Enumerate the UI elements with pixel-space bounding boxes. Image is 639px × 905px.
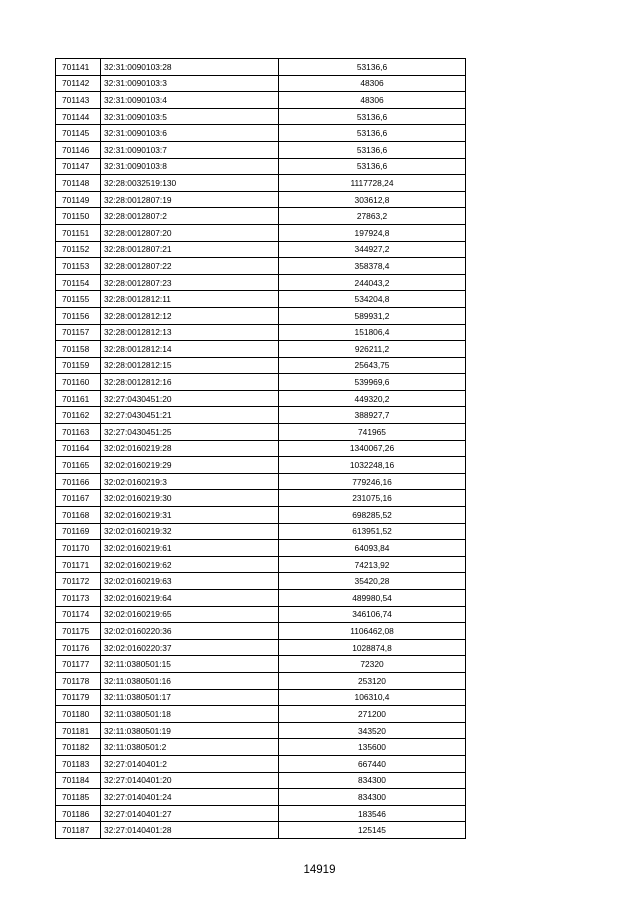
row-id-cell: 701160 [56, 374, 101, 391]
cadastral-number-cell: 32:02:0160219:30 [101, 490, 279, 507]
cadastral-number-cell: 32:27:0140401:28 [101, 822, 279, 839]
table-row [56, 722, 466, 739]
cadastral-number-cell: 32:28:0012807:22 [101, 258, 279, 275]
cadastral-number-cell: 32:28:0012812:14 [101, 341, 279, 358]
cadastral-number-cell: 32:11:0380501:17 [101, 689, 279, 706]
value-cell: 64093,84 [279, 540, 466, 557]
value-cell: 344927,2 [279, 241, 466, 258]
table-row [56, 440, 466, 457]
table-row [56, 540, 466, 557]
cadastral-number-cell: 32:27:0430451:25 [101, 424, 279, 441]
row-id-cell: 701153 [56, 258, 101, 275]
row-id-cell: 701163 [56, 424, 101, 441]
row-id-cell: 701181 [56, 722, 101, 739]
table-row [56, 75, 466, 92]
row-id-cell: 701149 [56, 191, 101, 208]
cadastral-number-cell: 32:31:0090103:8 [101, 158, 279, 175]
value-cell: 197924,8 [279, 224, 466, 241]
cadastral-number-cell: 32:02:0160219:64 [101, 590, 279, 607]
value-cell: 53136,6 [279, 59, 466, 76]
row-id-cell: 701185 [56, 789, 101, 806]
value-cell: 53136,6 [279, 158, 466, 175]
cadastral-number-cell: 32:31:0090103:3 [101, 75, 279, 92]
cadastral-number-cell: 32:28:0012807:21 [101, 241, 279, 258]
page-number: 14919 [303, 864, 336, 876]
row-id-cell: 701177 [56, 656, 101, 673]
value-cell: 489980,54 [279, 590, 466, 607]
table-row [56, 457, 466, 474]
cadastral-number-cell: 32:27:0430451:20 [101, 390, 279, 407]
value-cell: 183546 [279, 805, 466, 822]
cadastral-number-cell: 32:02:0160219:32 [101, 523, 279, 540]
table-row [56, 772, 466, 789]
row-id-cell: 701151 [56, 224, 101, 241]
table-row [56, 291, 466, 308]
cadastral-number-cell: 32:31:0090103:28 [101, 59, 279, 76]
row-id-cell: 701169 [56, 523, 101, 540]
cadastral-number-cell: 32:28:0012807:19 [101, 191, 279, 208]
value-cell: 53136,6 [279, 141, 466, 158]
table-row [56, 623, 466, 640]
table-row [56, 241, 466, 258]
cadastral-number-cell: 32:02:0160219:29 [101, 457, 279, 474]
value-cell: 48306 [279, 75, 466, 92]
row-id-cell: 701164 [56, 440, 101, 457]
value-cell: 589931,2 [279, 307, 466, 324]
table-row [56, 175, 466, 192]
table-row [56, 307, 466, 324]
cadastral-number-cell: 32:02:0160219:61 [101, 540, 279, 557]
value-cell: 53136,6 [279, 125, 466, 142]
value-cell: 779246,16 [279, 473, 466, 490]
table-row [56, 374, 466, 391]
table-row [56, 357, 466, 374]
table-row [56, 274, 466, 291]
row-id-cell: 701170 [56, 540, 101, 557]
cadastral-number-cell: 32:28:0012812:13 [101, 324, 279, 341]
row-id-cell: 701182 [56, 739, 101, 756]
value-cell: 125145 [279, 822, 466, 839]
value-cell: 834300 [279, 789, 466, 806]
cadastral-number-cell: 32:28:0012812:11 [101, 291, 279, 308]
value-cell: 72320 [279, 656, 466, 673]
row-id-cell: 701157 [56, 324, 101, 341]
row-id-cell: 701179 [56, 689, 101, 706]
value-cell: 741965 [279, 424, 466, 441]
value-cell: 1106462,08 [279, 623, 466, 640]
row-id-cell: 701186 [56, 805, 101, 822]
cadastral-number-cell: 32:31:0090103:7 [101, 141, 279, 158]
row-id-cell: 701143 [56, 92, 101, 109]
cadastral-number-cell: 32:02:0160219:62 [101, 556, 279, 573]
cadastral-number-cell: 32:27:0140401:20 [101, 772, 279, 789]
row-id-cell: 701176 [56, 639, 101, 656]
value-cell: 926211,2 [279, 341, 466, 358]
row-id-cell: 701144 [56, 108, 101, 125]
value-cell: 27863,2 [279, 208, 466, 225]
table-row [56, 639, 466, 656]
value-cell: 346106,74 [279, 606, 466, 623]
value-cell: 534204,8 [279, 291, 466, 308]
table-body [56, 59, 466, 839]
table-row [56, 158, 466, 175]
cadastral-number-cell: 32:02:0160219:63 [101, 573, 279, 590]
value-cell: 253120 [279, 672, 466, 689]
row-id-cell: 701178 [56, 672, 101, 689]
cadastral-number-cell: 32:02:0160220:37 [101, 639, 279, 656]
value-cell: 135600 [279, 739, 466, 756]
cadastral-number-cell: 32:28:0012807:20 [101, 224, 279, 241]
table-row [56, 656, 466, 673]
row-id-cell: 701159 [56, 357, 101, 374]
table-row [56, 324, 466, 341]
cadastral-number-cell: 32:31:0090103:6 [101, 125, 279, 142]
row-id-cell: 701165 [56, 457, 101, 474]
cadastral-number-cell: 32:28:0012812:12 [101, 307, 279, 324]
table-row [56, 473, 466, 490]
cadastral-number-cell: 32:11:0380501:19 [101, 722, 279, 739]
value-cell: 106310,4 [279, 689, 466, 706]
value-cell: 271200 [279, 706, 466, 723]
value-cell: 25643,75 [279, 357, 466, 374]
value-cell: 74213,92 [279, 556, 466, 573]
cadastral-number-cell: 32:28:0032519:130 [101, 175, 279, 192]
value-cell: 613951,52 [279, 523, 466, 540]
cadastral-number-cell: 32:02:0160219:31 [101, 507, 279, 524]
row-id-cell: 701141 [56, 59, 101, 76]
table-row [56, 424, 466, 441]
value-cell: 834300 [279, 772, 466, 789]
cadastral-number-cell: 32:28:0012807:2 [101, 208, 279, 225]
value-cell: 667440 [279, 755, 466, 772]
table-row [56, 59, 466, 76]
table-row [56, 523, 466, 540]
table-row [56, 573, 466, 590]
row-id-cell: 701183 [56, 755, 101, 772]
row-id-cell: 701152 [56, 241, 101, 258]
cadastral-number-cell: 32:31:0090103:5 [101, 108, 279, 125]
value-cell: 244043,2 [279, 274, 466, 291]
cadastral-number-cell: 32:27:0140401:27 [101, 805, 279, 822]
table-row [56, 407, 466, 424]
row-id-cell: 701184 [56, 772, 101, 789]
cadastral-number-cell: 32:11:0380501:18 [101, 706, 279, 723]
table-row [56, 556, 466, 573]
value-cell: 698285,52 [279, 507, 466, 524]
value-cell: 1340067,26 [279, 440, 466, 457]
table-row [56, 108, 466, 125]
row-id-cell: 701167 [56, 490, 101, 507]
table-row [56, 606, 466, 623]
value-cell: 48306 [279, 92, 466, 109]
cadastral-value-table [55, 58, 466, 839]
row-id-cell: 701174 [56, 606, 101, 623]
table-row [56, 92, 466, 109]
value-cell: 1117728,24 [279, 175, 466, 192]
value-cell: 151806,4 [279, 324, 466, 341]
value-cell: 231075,16 [279, 490, 466, 507]
row-id-cell: 701161 [56, 390, 101, 407]
value-cell: 358378,4 [279, 258, 466, 275]
value-cell: 1032248,16 [279, 457, 466, 474]
value-cell: 1028874,8 [279, 639, 466, 656]
cadastral-number-cell: 32:02:0160219:3 [101, 473, 279, 490]
cadastral-number-cell: 32:27:0140401:2 [101, 755, 279, 772]
table-row [56, 490, 466, 507]
row-id-cell: 701156 [56, 307, 101, 324]
cadastral-number-cell: 32:28:0012812:15 [101, 357, 279, 374]
row-id-cell: 701180 [56, 706, 101, 723]
row-id-cell: 701145 [56, 125, 101, 142]
cadastral-number-cell: 32:02:0160220:36 [101, 623, 279, 640]
table-row [56, 208, 466, 225]
row-id-cell: 701162 [56, 407, 101, 424]
row-id-cell: 701155 [56, 291, 101, 308]
table-row [56, 141, 466, 158]
row-id-cell: 701187 [56, 822, 101, 839]
table-row [56, 789, 466, 806]
cadastral-number-cell: 32:28:0012807:23 [101, 274, 279, 291]
cadastral-number-cell: 32:28:0012812:16 [101, 374, 279, 391]
row-id-cell: 701172 [56, 573, 101, 590]
row-id-cell: 701146 [56, 141, 101, 158]
value-cell: 539969,6 [279, 374, 466, 391]
table-row [56, 590, 466, 607]
value-cell: 388927,7 [279, 407, 466, 424]
cadastral-number-cell: 32:31:0090103:4 [101, 92, 279, 109]
row-id-cell: 701168 [56, 507, 101, 524]
value-cell: 343520 [279, 722, 466, 739]
row-id-cell: 701166 [56, 473, 101, 490]
cadastral-number-cell: 32:11:0380501:16 [101, 672, 279, 689]
row-id-cell: 701142 [56, 75, 101, 92]
table-row [56, 507, 466, 524]
row-id-cell: 701148 [56, 175, 101, 192]
table-row [56, 739, 466, 756]
cadastral-number-cell: 32:02:0160219:65 [101, 606, 279, 623]
cadastral-number-cell: 32:11:0380501:2 [101, 739, 279, 756]
table-row [56, 125, 466, 142]
row-id-cell: 701154 [56, 274, 101, 291]
value-cell: 53136,6 [279, 108, 466, 125]
row-id-cell: 701147 [56, 158, 101, 175]
table-row [56, 822, 466, 839]
row-id-cell: 701175 [56, 623, 101, 640]
table-row [56, 755, 466, 772]
table-row [56, 224, 466, 241]
table-row [56, 706, 466, 723]
table-row [56, 191, 466, 208]
row-id-cell: 701158 [56, 341, 101, 358]
value-cell: 449320,2 [279, 390, 466, 407]
cadastral-number-cell: 32:27:0140401:24 [101, 789, 279, 806]
row-id-cell: 701173 [56, 590, 101, 607]
table-row [56, 805, 466, 822]
cadastral-number-cell: 32:02:0160219:28 [101, 440, 279, 457]
cadastral-number-cell: 32:11:0380501:15 [101, 656, 279, 673]
table-row [56, 258, 466, 275]
value-cell: 35420,28 [279, 573, 466, 590]
value-cell: 303612,8 [279, 191, 466, 208]
table-row [56, 689, 466, 706]
table-row [56, 390, 466, 407]
table-row [56, 341, 466, 358]
table-row [56, 672, 466, 689]
row-id-cell: 701171 [56, 556, 101, 573]
cadastral-number-cell: 32:27:0430451:21 [101, 407, 279, 424]
row-id-cell: 701150 [56, 208, 101, 225]
